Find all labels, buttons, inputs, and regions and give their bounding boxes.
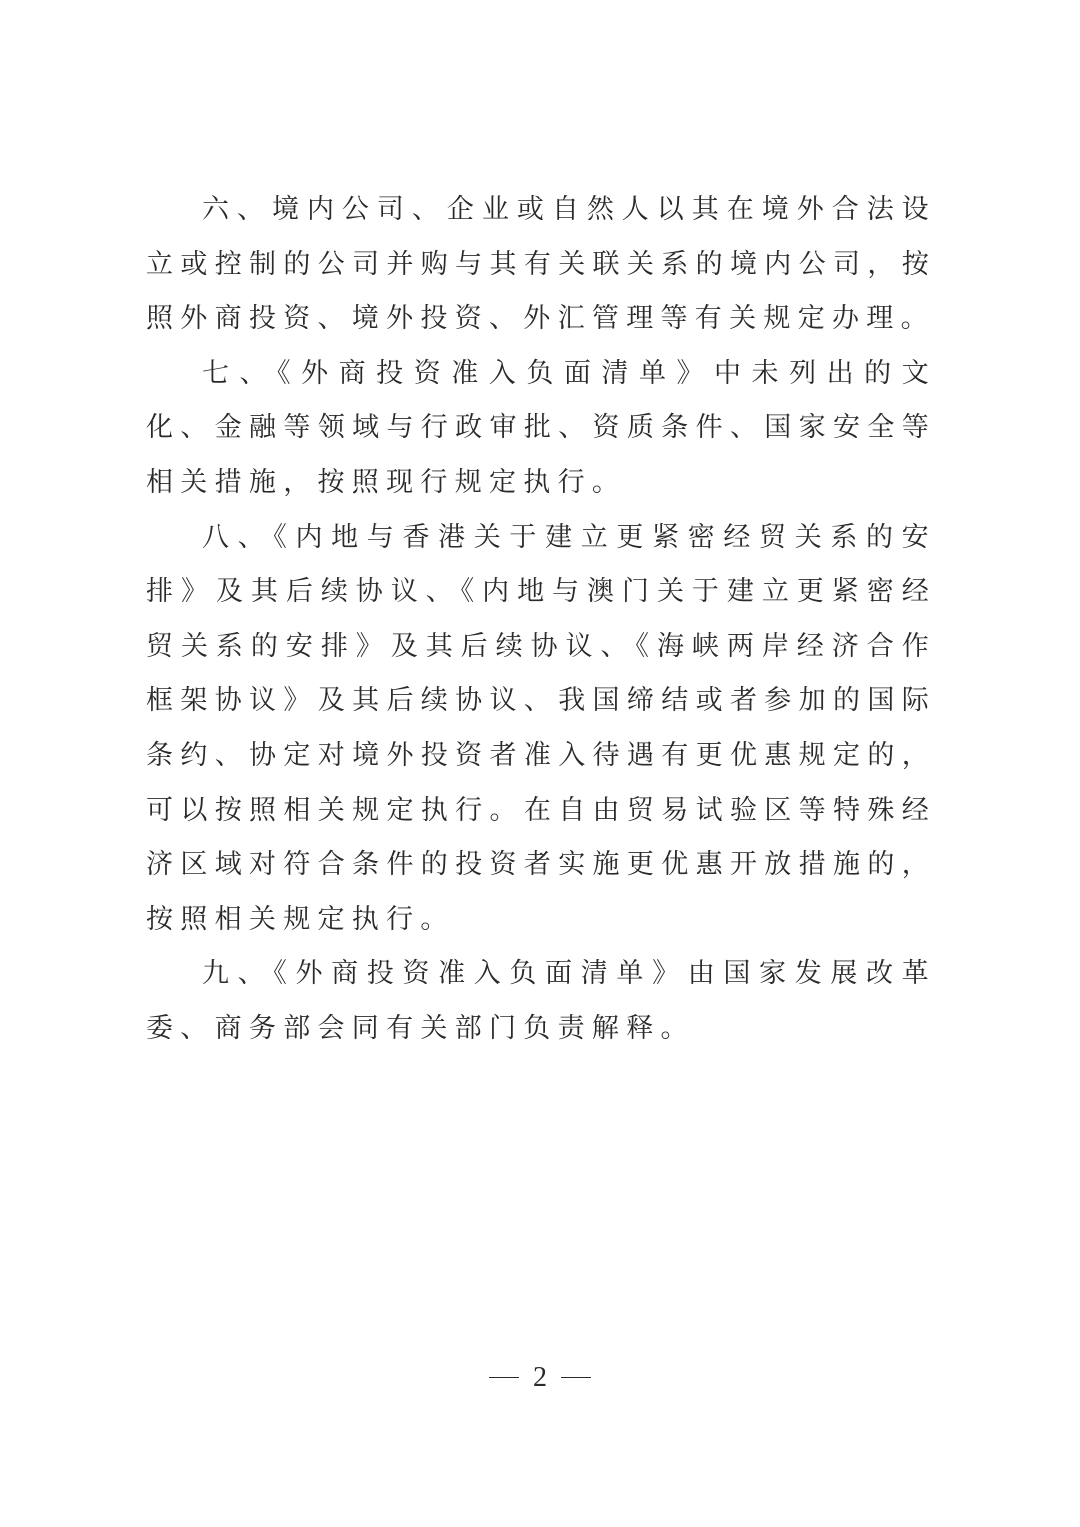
footer-dash-left (489, 1377, 519, 1379)
document-body (146, 183, 936, 1057)
paragraph-item-9: 九、《外商投资准入负面清单》由国家发展改革委、商务部会同有关部门负责解释。 (146, 958, 936, 1044)
footer-dash-right (561, 1377, 591, 1379)
paragraph-item-8: 八、《内地与香港关于建立更紧密经贸关系的安排》及其后续协议、《内地与澳门关于建立更紧密经贸关系的安排》及其后续协议、《海峡两岸经济合作框架协议》及其后续协议、我国缔结或者参加的国际条约、协定对境外投资者准入待遇有更优惠规定的，可以按照相关规定执行。在自由贸易试验区等特殊经济区域对符合条件的投资者实施更优惠开放措施的，按照相关规定执行。 (146, 521, 936, 935)
page-footer (0, 1358, 1080, 1396)
paragraph-item-7: 七、《外商投资准入负面清单》中未列出的文化、金融等领域与行政审批、资质条件、国家安全等相关措施，按照现行规定执行。 (146, 357, 936, 498)
paragraph-item-6: 六、境内公司、企业或自然人以其在境外合法设立或控制的公司并购与其有关联关系的境内公司，按照外商投资、境外投资、外汇管理等有关规定办理。 (146, 194, 936, 335)
page-number: 2 (533, 1361, 547, 1393)
